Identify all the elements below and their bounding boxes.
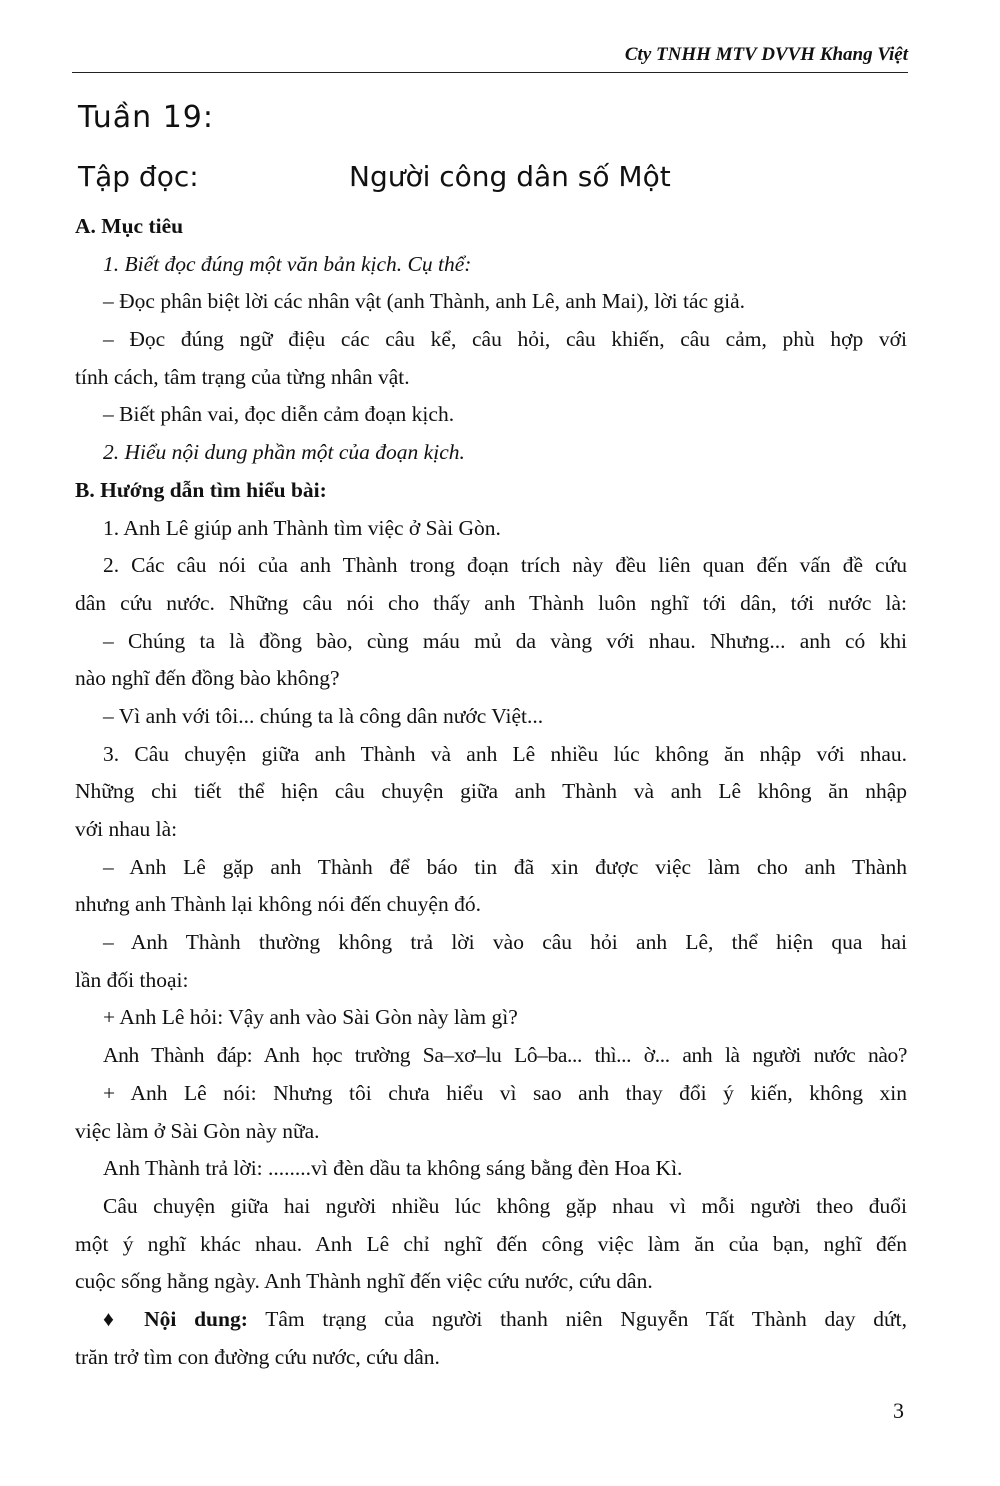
answer-1: 1. Anh Lê giúp anh Thành tìm việc ở Sài Gòn. [103,515,501,540]
summary-line-1: Câu chuyện giữa hai người nhiều lúc không gặp nhau vì mỗi người theo đuổi [103,1193,907,1218]
dialogue-1-question: + Anh Lê hỏi: Vậy anh vào Sài Gòn này làm gì? [103,1005,518,1030]
running-header: Cty TNHH MTV DVVH Khang Việt [72,44,908,73]
lesson-title: Người công dân số Một [349,160,671,193]
lesson-heading [78,160,918,204]
summary-line-3: cuộc sống hằng ngày. Anh Thành nghĩ đến việc cứu nước, cứu dân. [75,1269,653,1294]
answer-2-quote-1-line-1: – Chúng ta là đồng bào, cùng máu mủ da vàng với nhau. Nhưng... anh có khi [103,628,907,653]
dialogue-2-question-line-1: + Anh Lê nói: Nhưng tôi chưa hiểu vì sao anh thay đổi ý kiến, không xin [103,1080,907,1105]
content-label: ♦ Nội dung: [103,1306,248,1331]
content-summary-line-2: trăn trở tìm con đường cứu nước, cứu dân. [75,1344,440,1369]
answer-3-line-1: 3. Câu chuyện giữa anh Thành và anh Lê nhiều lúc không ăn nhập với nhau. [103,741,907,766]
summary-line-2: một ý nghĩ khác nhau. Anh Lê chỉ nghĩ đến công việc làm ăn của bạn, nghĩ đến [75,1231,907,1256]
answer-2-quote-2: – Vì anh với tôi... chúng ta là công dân nước Việt... [103,703,544,728]
lesson-type: Tập đọc: [78,160,199,193]
page-number: 3 [893,1398,904,1423]
dialogue-2-question-line-2: việc làm ở Sài Gòn này nữa. [75,1118,320,1143]
dialogue-2-answer: Anh Thành trả lời: ........vì đèn dầu ta không sáng bằng đèn Hoa Kì. [103,1156,683,1181]
content-summary-line-1 [75,1301,907,1339]
answer-3-detail-2-line-1: – Anh Thành thường không trả lời vào câu hỏi anh Lê, thể hiện qua hai [103,930,907,955]
objective-1-bullet-2-line-2: tính cách, tâm trạng của từng nhân vật. [75,364,410,389]
objective-1-bullet-2-line-1: – Đọc đúng ngữ điệu các câu kể, câu hỏi, câu khiến, câu cảm, phù hợp với [103,327,907,352]
objective-1: 1. Biết đọc đúng một văn bản kịch. Cụ thể: [103,251,472,276]
objective-1-bullet-1: – Đọc phân biệt lời các nhân vật (anh Thành, anh Lê, anh Mai), lời tác giả. [103,289,746,314]
answer-3-line-3: với nhau là: [75,817,178,841]
week-title: Tuần 19: [78,100,214,135]
section-b-heading: B. Hướng dẫn tìm hiểu bài: [75,477,327,502]
document-body [75,208,907,1376]
section-a-heading: A. Mục tiêu [75,214,184,238]
answer-3-detail-1-line-2: nhưng anh Thành lại không nói đến chuyện đó. [75,892,481,917]
answer-3-detail-1-line-1: – Anh Lê gặp anh Thành để báo tin đã xin được việc làm cho anh Thành [103,854,907,879]
answer-3-line-2: Những chi tiết thể hiện câu chuyện giữa anh Thành và anh Lê không ăn nhập [75,779,907,804]
objective-1-bullet-3: – Biết phân vai, đọc diễn cảm đoạn kịch. [103,402,455,427]
objective-2: 2. Hiểu nội dung phần một của đoạn kịch. [103,440,465,465]
answer-3-detail-2-line-2: lần đối thoại: [75,967,189,992]
dialogue-1-answer: Anh Thành đáp: Anh học trường Sa–xơ–lu Lô–ba... thì... ờ... anh là người nước nào? [103,1043,907,1068]
content-text: Tâm trạng của người thanh niên Nguyễn Tất Thành day dứt, [247,1306,907,1331]
answer-2-line-2: dân cứu nước. Những câu nói cho thấy anh Thành luôn nghĩ tới dân, tới nước là: [75,590,907,615]
answer-2-quote-1-line-2: nào nghĩ đến đồng bào không? [75,666,340,691]
answer-2-line-1: 2. Các câu nói của anh Thành trong đoạn trích này đều liên quan đến vấn đề cứu [103,553,907,578]
